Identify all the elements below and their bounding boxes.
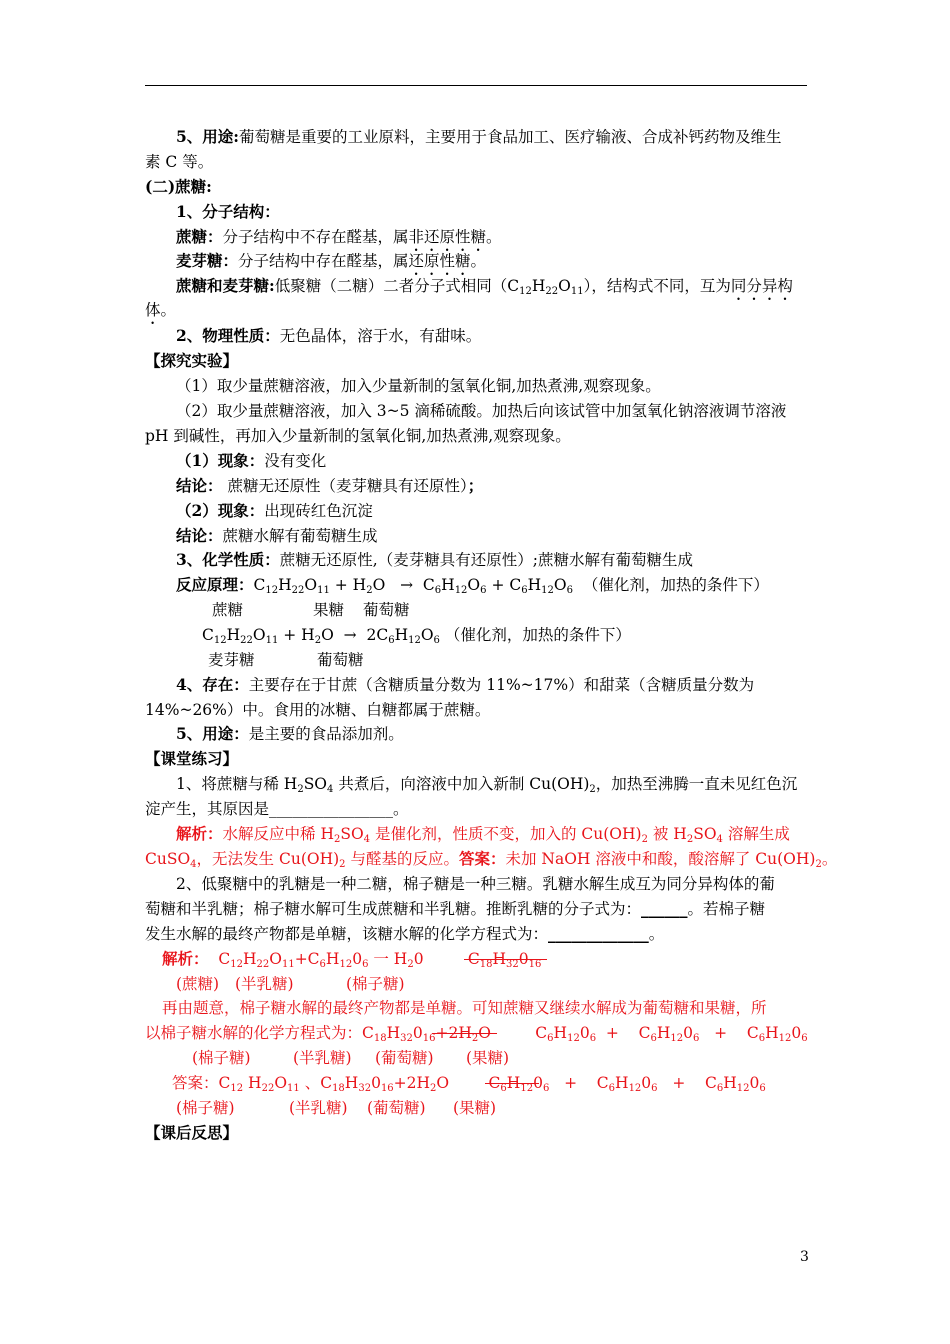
glucose-use-label: 5、用途: — [176, 127, 240, 146]
header-rule — [145, 85, 807, 86]
reflection-heading: 【课后反思】 — [145, 1123, 239, 1142]
chemical-property-label: 3、化学性质： — [176, 550, 280, 569]
result1-text: 没有变化 — [264, 452, 327, 470]
result2-line — [176, 501, 373, 521]
existence-line2: 14%~26%）中。食用的冰糖、白糖都属于蔗糖。 — [145, 701, 491, 719]
answer2-names3-c: (葡萄糖) — [367, 1099, 426, 1117]
question2-line1: 2、低聚糖中的乳糖是一种二糖，棉子糖是一种三糖。乳糖水解生成互为同分异构体的葡 — [176, 875, 775, 893]
physical-property-text: 无色晶体，溶于水，有甜味。 — [279, 327, 482, 345]
physical-property-label: 2、物理性质： — [176, 326, 280, 345]
a1-text-h: ，无法发生 Cu(OH) — [196, 850, 340, 868]
answer-label: 答案： — [458, 849, 506, 868]
both-text: 低聚糖（二糖）二者分子式相同（C — [274, 277, 520, 295]
glucose-use-text: 葡萄糖是重要的工业原料，主要用于食品加工、医疗输液、合成补钙药物及维生 — [239, 128, 782, 146]
conclusion1-line — [176, 476, 483, 496]
chemical-property-line — [176, 550, 693, 570]
maltose-text: 分子结构中存在醛基，属 — [238, 252, 409, 270]
subheading-structure: 1、分子结构： — [176, 202, 280, 221]
reaction1-name-sucrose: 蔗糖 — [212, 601, 244, 619]
a2-paragraph2-text: 以棉子糖水解的化学方程式为： — [145, 1024, 363, 1042]
answer2-eq3: $C_{12}$ $H_{22}O_{11}$ 、$C_{18}H_{32}0_{16}+2H_2O$ $C_6H_{12}0_6$ + $C_6H_{12}0_6$ + $C_6H_{12}0_6$ — [218, 1074, 766, 1094]
answer2-names2-b: (半乳糖) — [293, 1049, 352, 1067]
q1-text-a: 1、将蔗糖与稀 H — [176, 775, 298, 793]
q1-text-c: 共煮后，向溶液中加入新制 Cu(OH) — [333, 775, 590, 793]
q2-blank-2: _____________ — [548, 924, 649, 943]
glucose-use-line2: 素 C 等。 — [145, 153, 214, 171]
use-line — [176, 724, 404, 744]
sucrose-end: 。 — [486, 228, 502, 246]
physical-property-line — [176, 326, 481, 346]
isomer-emphasis: 同分异构 — [730, 277, 793, 295]
a1-text-d: 被 H — [647, 825, 687, 843]
maltose-structure-line — [176, 251, 486, 279]
result1-line — [176, 451, 326, 471]
both-sugars-line2 — [145, 300, 176, 328]
sucrose-label: 蔗糖： — [176, 227, 223, 246]
both-text2: ），结构式不同，互为 — [583, 277, 731, 295]
both-sugars-line — [176, 276, 793, 304]
reaction1-name-fructose: 果糖 — [313, 601, 345, 619]
reaction2-condition: （催化剂，加热的条件下） — [444, 626, 631, 644]
sucrose-emphasis: 非还原性糖 — [408, 228, 487, 246]
isomer-emphasis-2: 体 — [145, 301, 161, 319]
reaction1-name-glucose: 葡萄糖 — [363, 601, 410, 619]
question2-line2 — [145, 899, 765, 919]
q1-text-d: ，加热至沸腾一直未见红色沉 — [595, 775, 798, 793]
experiment-heading: 【探究实验】 — [145, 351, 239, 370]
reaction1-line — [176, 575, 769, 595]
answer1-line2: CuSO$_4$，无法发生 $Cu(OH)_2$ 与醛基的反应。答案：未加 NaOH 溶液中和酸，酸溶解了 $Cu(OH)_2$。 — [145, 849, 838, 870]
a1-text-g: CuSO — [145, 850, 191, 868]
section-heading-sucrose: (二)蔗糖: — [145, 177, 212, 196]
reaction2-equation: $C_{12}H_{22}O_{11} + H_2O \to 2C_6H_{12}O_6$ — [202, 626, 440, 646]
answer2-names1-c: (棉子糖) — [346, 975, 405, 993]
answer-text: 未加 NaOH 溶液中和酸，酸溶解了 Cu(OH) — [505, 850, 816, 868]
answer2-names3-a: (棉子糖) — [176, 1099, 235, 1117]
a1-text-f: 溶解生成 — [722, 825, 790, 843]
answer2-eq1-text: $C_{12}H_{22}O_{11}+C_6H_{12}0_6$ 一 $H_20$ $C_{18}H_{32}0_{16}$ — [208, 950, 542, 970]
conclusion1-label: 结论： — [176, 476, 223, 495]
answer2-names2-c: (葡萄糖) — [375, 1049, 434, 1067]
answer2-final-equation — [172, 1073, 766, 1093]
both-end: 。 — [160, 301, 177, 319]
sub: 11 — [570, 286, 584, 297]
reaction2-name-maltose: 麦芽糖 — [208, 651, 255, 669]
answer2-names2-a: (棉子糖) — [192, 1049, 251, 1067]
answer2-equation1 — [162, 949, 541, 969]
page-number: 3 — [800, 1249, 809, 1265]
question1-line2: 淀产生，其原因是________________。 — [145, 800, 409, 818]
answer-end: 。 — [821, 850, 838, 868]
sub: 4 — [327, 784, 334, 795]
answer2-names3-b: (半乳糖) — [289, 1099, 348, 1117]
existence-text: 主要存在于甘蔗（含糖质量分数为 11%~17%）和甜菜（含糖质量分数为 — [248, 676, 755, 694]
reaction-label: 反应原理： — [176, 575, 254, 594]
reaction2-name-glucose: 葡萄糖 — [317, 651, 364, 669]
analysis-label: 解析： — [176, 824, 223, 843]
conclusion1-text: 蔗糖无还原性（麦芽糖具有还原性） — [222, 477, 468, 495]
answer2-paragraph1: 再由题意，棉子糖水解的最终产物都是单糖。可知蔗糖又继续水解成为葡萄糖和果糖，所 — [162, 999, 767, 1017]
conclusion2-text: 蔗糖水解有葡萄糖生成 — [222, 527, 378, 545]
practice-heading: 【课堂练习】 — [145, 749, 239, 768]
sub: 12 — [519, 286, 532, 297]
result1-label: （1）现象： — [176, 451, 265, 470]
result2-text: 出现砖红色沉淀 — [264, 502, 373, 520]
q1-text-b: SO — [303, 775, 328, 793]
use-text: 是主要的食品添加剂。 — [248, 725, 404, 743]
q2-text-c-end: 。 — [648, 925, 665, 943]
a1-text-c: 是催化剂，性质不变，加入的 Cu(OH) — [370, 825, 642, 843]
conclusion2-label: 结论： — [176, 526, 223, 545]
answer2-names2-d: (果糖) — [466, 1049, 510, 1067]
sucrose-text: 分子结构中不存在醛基，属 — [222, 228, 409, 246]
experiment-step1: （1）取少量蔗糖溶液，加入少量新制的氢氧化铜,加热煮沸,观察现象。 — [176, 377, 661, 395]
conclusion1-end: ； — [467, 476, 484, 495]
experiment-step2a: （2）取少量蔗糖溶液，加入 3~5 滴稀硫酸。加热后向该试管中加氢氧化钠溶液调节溶液 — [176, 402, 787, 420]
analysis2-label: 解析： — [162, 949, 209, 968]
use-label: 5、用途： — [176, 724, 249, 743]
q2-text-c: 发生水解的最终产物都是单糖，该糖水解的化学方程式为： — [145, 925, 549, 943]
reaction2-line — [202, 625, 631, 645]
experiment-step2b: pH 到碱性，再加入少量新制的氢氧化铜,加热煮沸,观察现象。 — [145, 427, 571, 445]
maltose-end: 。 — [470, 252, 487, 270]
sub: 22 — [545, 286, 559, 297]
glucose-use-line1 — [176, 127, 782, 147]
answer2-names1-a: (蔗糖) — [176, 975, 220, 993]
a1-text-b: SO — [340, 825, 364, 843]
sub: 2 — [589, 784, 596, 795]
answer2-names1-b: (半乳糖) — [235, 975, 294, 993]
existence-label: 4、存在： — [176, 675, 249, 694]
answer2-names3-d: (果糖) — [453, 1099, 497, 1117]
a1-text-e: SO — [693, 825, 717, 843]
q2-blank-1: ______ — [641, 899, 688, 918]
result2-label: （2）现象： — [176, 501, 265, 520]
maltose-emphasis: 还原性糖 — [408, 252, 471, 270]
q2-text-b-end: 。若棉子糖 — [687, 900, 766, 918]
sub: 2 — [297, 784, 304, 795]
existence-line1 — [176, 675, 754, 695]
a1-text-a: 水解反应中稀 H — [222, 825, 334, 843]
question2-line3 — [145, 924, 664, 944]
chemical-property-text: 蔗糖无还原性,（麦芽糖具有还原性）;蔗糖水解有葡萄糖生成 — [279, 551, 693, 569]
reaction1-condition: （催化剂，加热的条件下） — [582, 576, 769, 594]
both-label: 蔗糖和麦芽糖: — [176, 276, 275, 295]
answer2-paragraph2 — [145, 1023, 808, 1043]
element-h: H — [531, 277, 546, 295]
reaction1-equation: $C_{12}H_{22}O_{11} + H_2O \to C_6H_{12}O_6 + C_6H_{12}O_6$ — [253, 576, 573, 596]
final-answer-label: 答案： — [172, 1074, 219, 1092]
maltose-label: 麦芽糖： — [176, 251, 239, 270]
q2-text-b: 萄糖和半乳糖；棉子糖水解可生成蔗糖和半乳糖。推断乳糖的分子式为： — [145, 900, 642, 918]
answer2-eq2: $C_{18}H_{32}0_{16}+2H_2O$ $C_6H_{12}0_6$ + $C_6H_{12}0_6$ + $C_6H_{12}0_6$ — [362, 1024, 808, 1044]
a1-text-i: 与醛基的反应。 — [345, 850, 459, 868]
answer1-line1: 解析：水解反应中稀 $H_2SO_4$ 是催化剂，性质不变，加入的 $Cu(OH)_2$ 被 $H_2SO_4$ 溶解生成 — [176, 824, 790, 845]
question1-line1 — [176, 774, 797, 794]
conclusion2-line — [176, 526, 378, 546]
element-o: O — [558, 277, 571, 295]
